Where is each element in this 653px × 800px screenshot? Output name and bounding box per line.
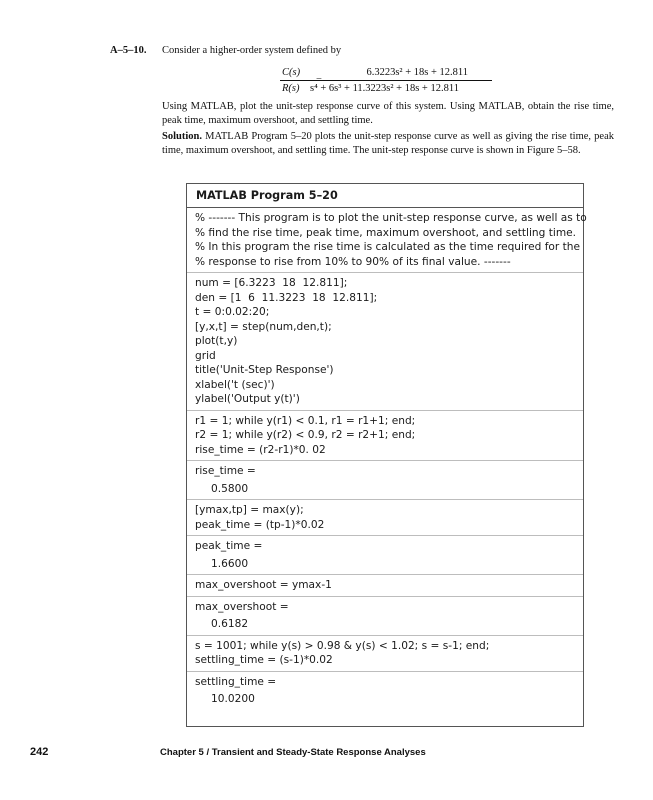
output-value: 0.6182 <box>211 618 249 630</box>
code-line: den = [1 6 11.3223 18 12.811]; <box>195 291 378 304</box>
solution-label: Solution. <box>162 131 202 142</box>
code-line: peak_time = (tp-1)*0.02 <box>195 518 325 531</box>
chapter-running-head: Chapter 5 / Transient and Steady-State Response Analyses <box>160 747 426 758</box>
output-label: max_overshoot = <box>195 600 289 613</box>
output-value: 0.5800 <box>211 482 249 495</box>
equation-rhs-numerator: 6.3223s² + 18s + 12.811 <box>366 67 468 78</box>
rise-time-output <box>187 461 583 500</box>
code-line: % response to rise from 10% to 90% of its final value. ------- <box>195 255 511 268</box>
problem-text: Using MATLAB, plot the unit-step response curve of this system. Using MATLAB, obtain the rise time, peak time, maximum overshoot, and settling time. <box>162 101 614 126</box>
solution-paragraph <box>162 130 614 158</box>
output-label: settling_time = <box>195 675 277 688</box>
transfer-function-equation <box>110 64 615 104</box>
code-line: r1 = 1; while y(r1) < 0.1, r1 = r1+1; end; <box>195 414 416 427</box>
code-line: xlabel('t (sec)') <box>195 378 275 391</box>
code-line: ylabel('Output y(t)') <box>195 393 300 405</box>
program-peak-code <box>187 500 583 536</box>
code-line: % ------- This program is to plot the unit-step response curve, as well as to <box>195 212 587 224</box>
overshoot-output <box>187 597 583 636</box>
problem-label: A–5–10. <box>110 45 147 56</box>
program-settling-code <box>187 636 583 672</box>
page-footer <box>0 746 653 760</box>
solution-text: MATLAB Program 5–20 plots the unit-step response curve as well as giving the rise time, peak time, maximum overshoot, and settling time. The unit-step response curve is shown in Figure 5–58. <box>162 131 614 156</box>
settling-time-output <box>187 672 583 710</box>
code-line: title('Unit-Step Response') <box>195 364 334 376</box>
code-line: max_overshoot = ymax-1 <box>195 579 332 591</box>
code-line: rise_time = (r2-r1)*0. 02 <box>195 443 326 456</box>
equation-rhs-denominator: s⁴ + 6s³ + 11.3223s² + 18s + 12.811 <box>310 83 459 94</box>
code-line: [y,x,t] = step(num,den,t); <box>195 320 332 333</box>
equation-lhs-denominator: R(s) <box>282 83 300 94</box>
code-line: plot(t,y) <box>195 335 238 347</box>
matlab-program-box <box>186 183 587 727</box>
program-comments <box>187 208 587 273</box>
equation-lhs-fraction-bar <box>280 80 310 81</box>
program-overshoot-code <box>187 575 583 597</box>
problem-intro: Consider a higher-order system defined by <box>162 45 342 56</box>
code-line: num = [6.3223 18 12.811]; <box>195 277 348 289</box>
equation-lhs-numerator: C(s) <box>282 67 301 78</box>
equation-equals: = <box>316 75 322 86</box>
code-line: % In this program the rise time is calculated as the time required for the <box>195 241 581 253</box>
code-line: settling_time = (s-1)*0.02 <box>195 654 333 666</box>
code-line: % find the rise time, peak time, maximum overshoot, and settling time. <box>195 226 577 239</box>
output-label: peak_time = <box>195 540 263 552</box>
output-value: 1.6600 <box>211 557 249 570</box>
code-line: s = 1001; while y(s) > 0.98 & y(s) < 1.02; s = s-1; end; <box>195 639 490 652</box>
program-rise-code <box>187 411 583 462</box>
code-line: t = 0:0.02:20; <box>195 306 270 318</box>
equation-rhs-fraction-bar <box>308 80 492 81</box>
code-line: [ymax,tp] = max(y); <box>195 504 304 516</box>
output-value: 10.0200 <box>211 693 255 705</box>
output-label: rise_time = <box>195 465 256 477</box>
program-title: MATLAB Program 5–20 <box>187 184 583 208</box>
code-line: r2 = 1; while y(r2) < 0.9, r2 = r2+1; end; <box>195 429 416 441</box>
program-plot-code <box>187 273 583 411</box>
page-number: 242 <box>30 746 49 758</box>
code-line: grid <box>195 349 216 362</box>
peak-time-output <box>187 536 583 575</box>
